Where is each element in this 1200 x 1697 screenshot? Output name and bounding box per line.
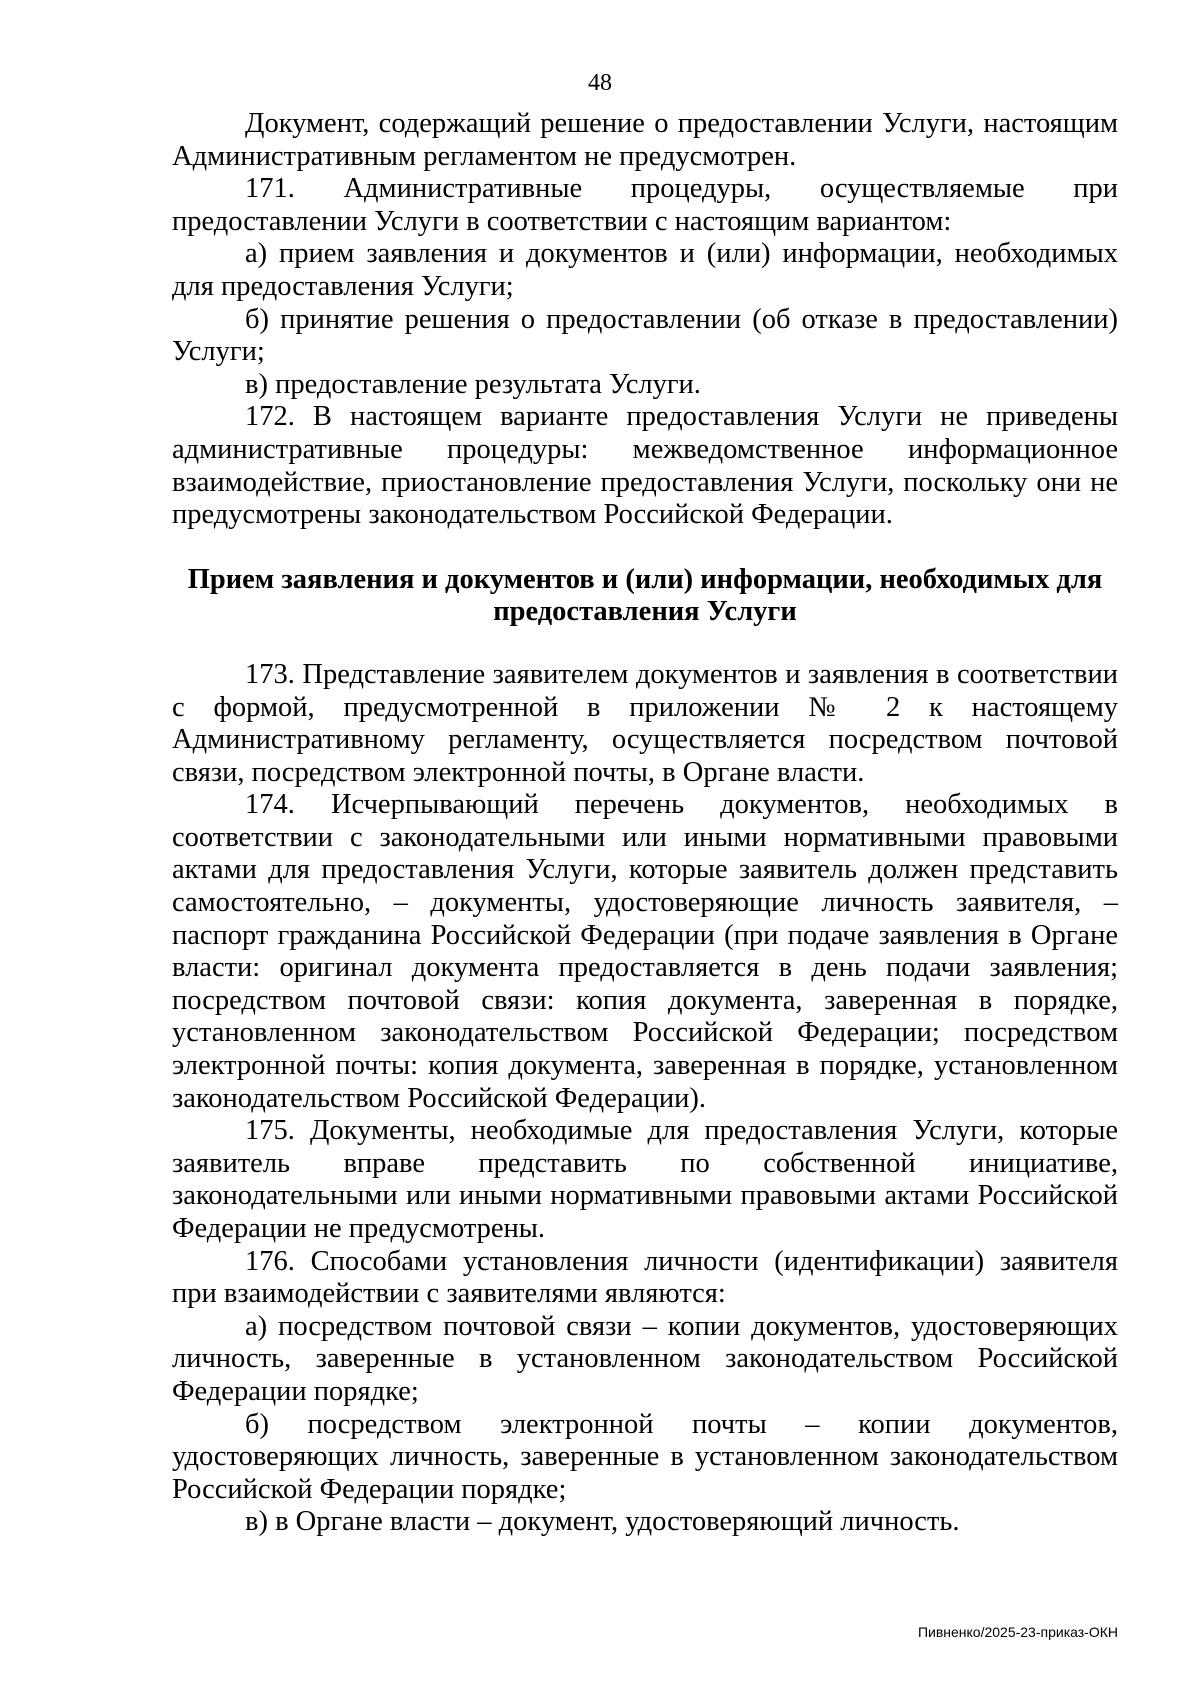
list-item-b: б) принятие решения о предоставлении (об отказе в предоставлении) Услуги; xyxy=(172,303,1118,368)
paragraph: Документ, содержащий решение о предоставлении Услуги, настоящим Административным регламентом не предусмотрен. xyxy=(172,108,1118,172)
paragraph-173: 173. Представление заявителем документов и заявления в соответствии с формой, предусмотренной в приложении № 2 к настоящему Административному регламенту, осуществляется посредством почтовой связи, посредством электронной почты, в Органе власти. xyxy=(172,658,1118,788)
paragraph-174: 174. Исчерпывающий перечень документов, необходимых в соответствии с законодательными или иными нормативными правовыми актами для предоставления Услуги, которые заявитель должен представить самостоятельно, – документы, удостоверяющие личность заявителя, – паспорт гражданина Российской Федерации (при подаче заявления в Органе власти: оригинал документа предоставляется в день подачи заявления; посредством почтовой связи: копия документа, заверенная в порядке, установленном законодательством Российской Федерации; посредством электронной почты: копия документа, заверенная в порядке, установленном законодательством Российской Федерации). xyxy=(172,789,1118,1114)
list-item-v: в) предоставление результата Услуги. xyxy=(245,368,701,400)
list-item-v: в) в Органе власти – документ, удостоверяющий личность. xyxy=(245,1506,960,1538)
page-number: 48 xyxy=(588,70,612,96)
paragraph-171: 171. Административные процедуры, осуществляемые при предоставлении Услуги в соответствии с настоящим вариантом: xyxy=(172,173,1118,237)
list-item-a: а) посредством почтовой связи – копии документов, удостоверяющих личность, заверенные в установленном законодательством Российской Федерации порядке; xyxy=(172,1310,1118,1407)
footer-document-code: Пивненко/2025-23-приказ-ОКН xyxy=(917,1624,1118,1640)
document-body xyxy=(172,108,1118,1539)
paragraph-175: 175. Документы, необходимые для предоставления Услуги, которые заявитель вправе представить по собственной инициативе, законодательными или иными нормативными правовыми актами Российской Федерации не предусмотрены. xyxy=(172,1115,1118,1244)
section-heading: Прием заявления и документов и (или) информации, необходимых для предоставления Услуги xyxy=(187,563,1103,628)
list-item-b: б) посредством электронной почты – копии документов, удостоверяющих личность, заверенные в установленном законодательством Российской Федерации порядке; xyxy=(172,1408,1118,1505)
paragraph-176: 176. Способами установления личности (идентификации) заявителя при взаимодействии с заявителями являются: xyxy=(172,1245,1118,1310)
paragraph-172: 172. В настоящем варианте предоставления Услуги не приведены административные процедуры: межведомственное информационное взаимодействие, приостановление предоставления Услуги, поскольку они не предусмотрены законодательством Российской Федерации. xyxy=(172,401,1118,531)
list-item-a: а) прием заявления и документов и (или) информации, необходимых для предоставления Услуги; xyxy=(172,238,1118,302)
